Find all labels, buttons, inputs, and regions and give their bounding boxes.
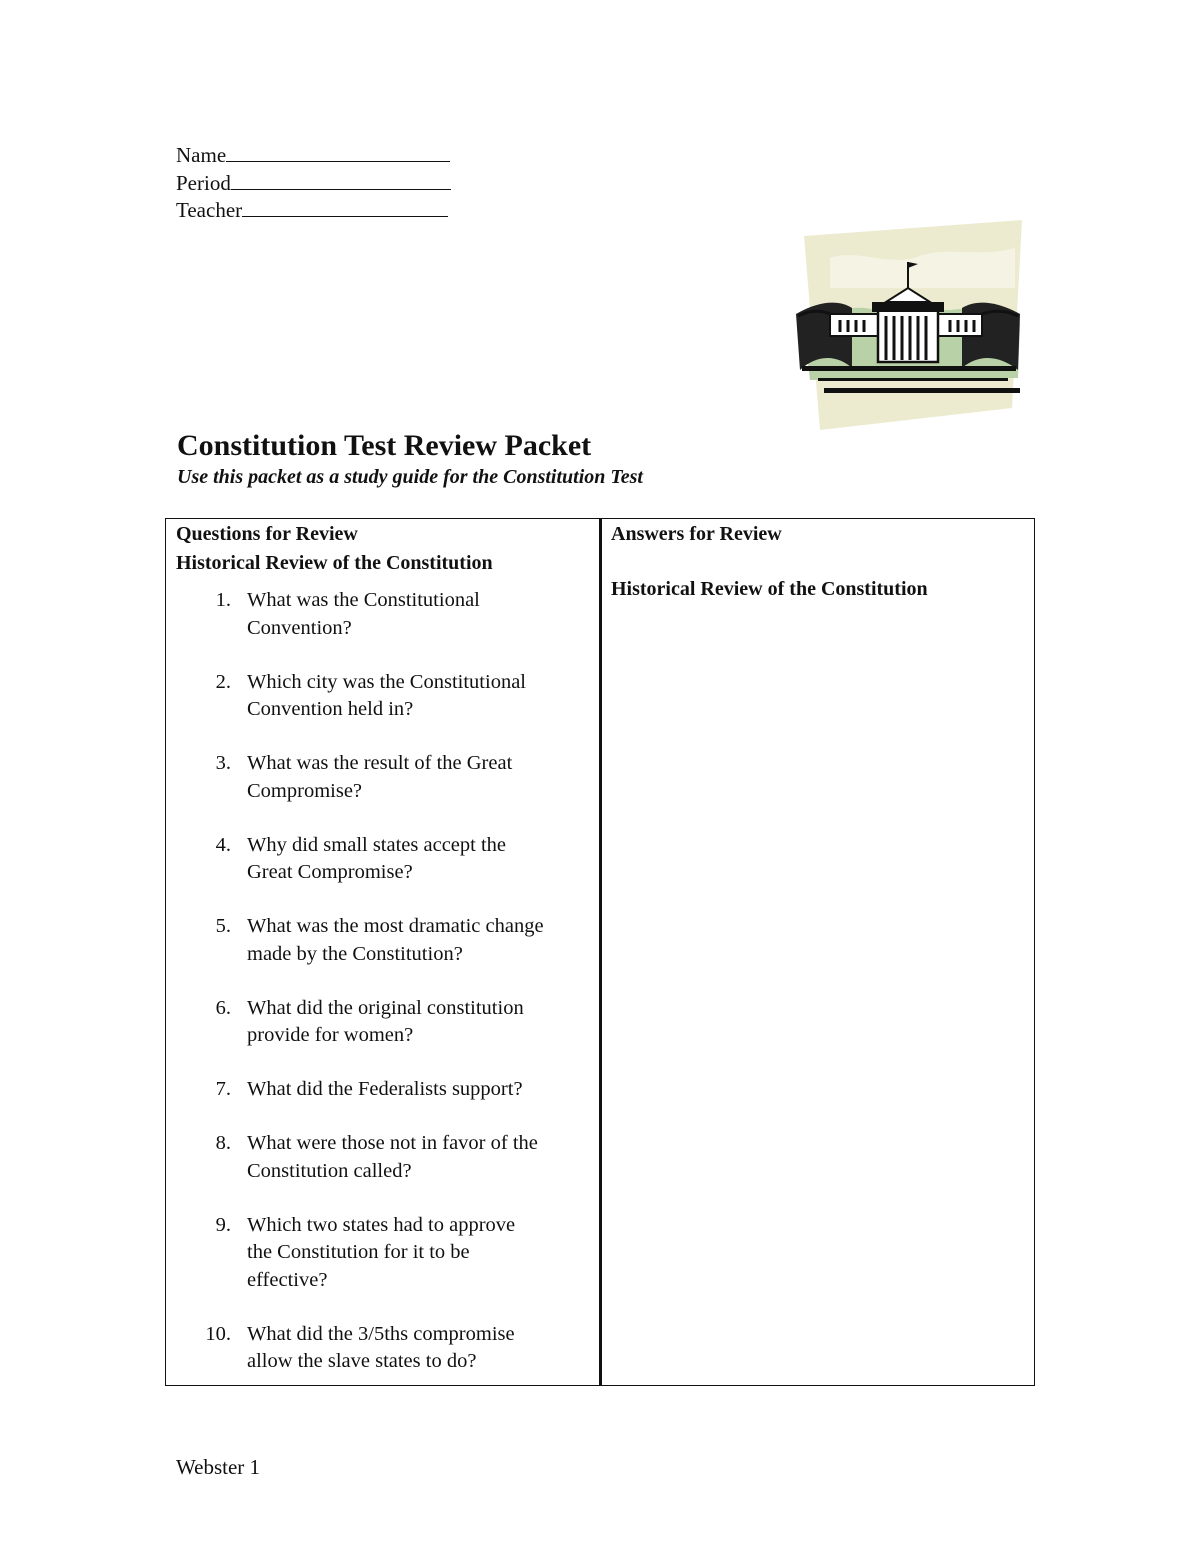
question-text-line: the Constitution for it to be — [247, 1241, 470, 1263]
student-info-fields — [176, 142, 451, 225]
teacher-field — [176, 197, 451, 225]
question-text-line: provide for women? — [247, 1024, 414, 1046]
question-item — [176, 669, 596, 724]
name-field — [176, 142, 451, 170]
questions-section-title: Historical Review of the Constitution — [176, 552, 493, 574]
question-text-line: What were those not in favor of the — [247, 1132, 538, 1154]
question-text-line: Which city was the Constitutional — [247, 670, 526, 693]
period-blank[interactable] — [231, 171, 451, 190]
questions-list — [176, 587, 596, 1376]
name-label: Name — [176, 143, 227, 167]
question-text-line: Great Compromise? — [247, 861, 413, 883]
period-label: Period — [176, 170, 231, 195]
question-text-line: Convention? — [247, 616, 352, 639]
question-text-line: What did the 3/5ths compromise — [247, 1322, 515, 1345]
question-text-line: Which two states had to approve — [247, 1213, 516, 1236]
answers-column — [611, 519, 1026, 603]
question-text-line: What was the Constitutional — [247, 589, 480, 611]
question-text-line: Convention held in? — [247, 698, 414, 720]
page-footer: Webster 1 — [176, 1455, 261, 1479]
column-divider — [599, 519, 602, 1385]
name-blank[interactable] — [226, 143, 450, 162]
period-field — [176, 170, 451, 198]
question-item — [176, 587, 596, 642]
question-item — [176, 832, 596, 887]
question-number: 10. — [205, 1322, 231, 1345]
title-block — [177, 428, 643, 490]
question-number: 9. — [215, 1213, 231, 1236]
question-item — [176, 1130, 596, 1185]
teacher-blank[interactable] — [242, 198, 448, 217]
question-text-line: effective? — [247, 1268, 328, 1291]
question-text-line: Constitution called? — [247, 1159, 412, 1182]
question-text-line: What did the Federalists support? — [247, 1078, 523, 1100]
question-item — [176, 750, 596, 805]
white-house-clipart — [790, 218, 1026, 434]
question-number: 3. — [215, 752, 231, 774]
answers-header: Answers for Review — [611, 523, 782, 545]
question-text-line: made by the Constitution? — [247, 942, 463, 965]
question-number: 1. — [215, 589, 231, 611]
document-title: Constitution Test Review Packet — [177, 429, 592, 462]
questions-column — [176, 519, 596, 1402]
question-item — [176, 1321, 596, 1376]
question-text-line: Compromise? — [247, 779, 363, 802]
question-number: 2. — [215, 670, 231, 693]
question-number: 6. — [215, 996, 231, 1019]
question-number: 7. — [215, 1078, 231, 1100]
review-table — [165, 518, 1035, 1386]
teacher-label: Teacher — [176, 198, 243, 222]
question-text-line: What did the original constitution — [247, 996, 524, 1019]
questions-header: Questions for Review — [176, 523, 358, 545]
question-item — [176, 1076, 596, 1104]
question-item — [176, 995, 596, 1050]
question-item — [176, 1212, 596, 1295]
answers-section-title: Historical Review of the Constitution — [611, 578, 928, 600]
question-text-line: What was the result of the Great — [247, 752, 513, 774]
document-subtitle: Use this packet as a study guide for the Constitution Test — [177, 466, 643, 488]
question-number: 4. — [215, 833, 231, 856]
question-number: 8. — [215, 1132, 231, 1154]
question-text-line: allow the slave states to do? — [247, 1350, 477, 1372]
question-text-line: Why did small states accept the — [247, 833, 507, 856]
question-text-line: What was the most dramatic change — [247, 915, 544, 937]
question-item — [176, 913, 596, 968]
question-number: 5. — [215, 915, 231, 937]
